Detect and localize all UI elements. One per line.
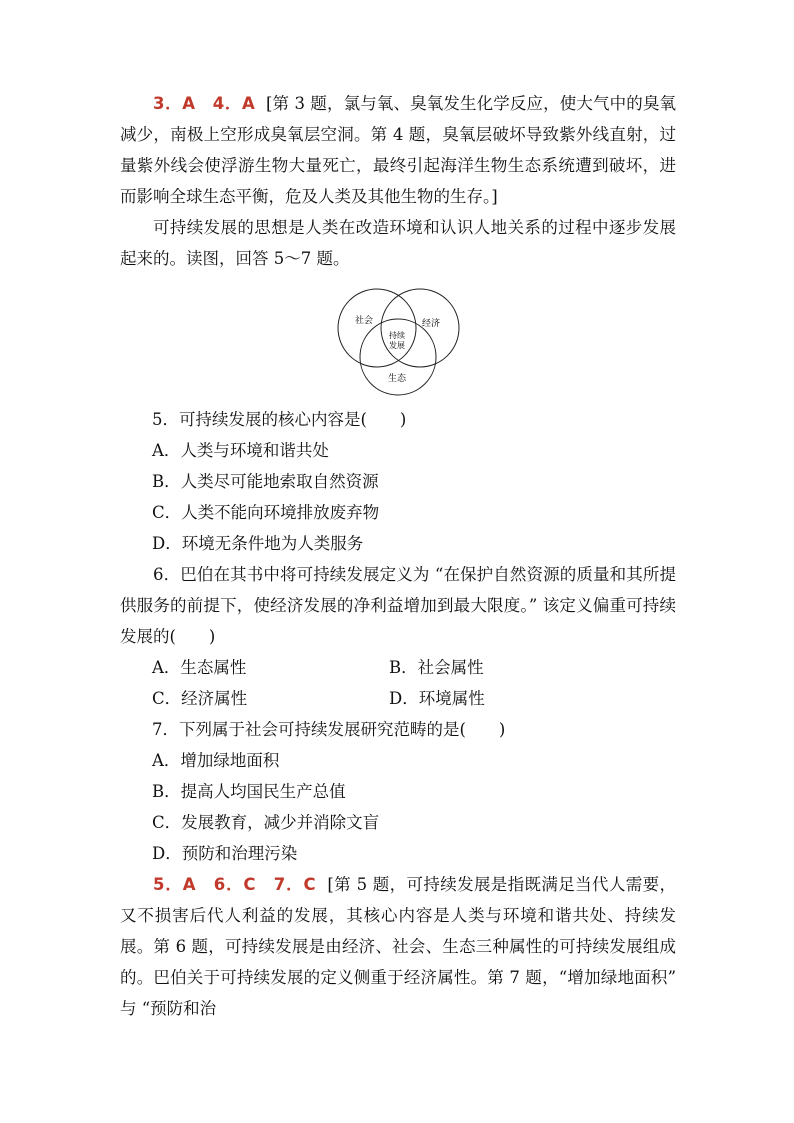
question-6-stem: 6．巴伯在其书中将可持续发展定义为 “在保护自然资源的质量和其所提供服务的前提下，使经济发展的净利益增加到最大限度。” 该定义偏重可持续发展的( ) xyxy=(120,565,676,646)
answer-key: 3．A 4．A xyxy=(153,94,256,113)
q5-option-d: D．环境无条件地为人类服务 xyxy=(152,534,364,553)
document-page xyxy=(120,88,676,1024)
label-center-2: 发展 xyxy=(389,341,405,350)
question-7-stem: 7．下列属于社会可持续发展研究范畴的是( ) xyxy=(152,720,506,739)
q5-option-c: C．人类不能向环境排放废弃物 xyxy=(152,503,380,522)
q6-options-row-1 xyxy=(120,652,676,683)
circle-economy xyxy=(381,289,459,367)
answer-block-3-4 xyxy=(120,88,676,212)
venn-diagram xyxy=(120,284,676,396)
q6-option-b: B．社会属性 xyxy=(389,658,484,677)
q5-option-b: B．人类尽可能地索取自然资源 xyxy=(152,472,379,491)
q6-option-c: C．经济属性 xyxy=(152,689,248,708)
label-center-1: 持续 xyxy=(389,331,405,340)
q6-options-row-2 xyxy=(120,683,676,714)
intro-paragraph: 可持续发展的思想是人类在改造环境和认识人地关系的过程中逐步发展起来的。读图，回答 5～7 题。 xyxy=(120,218,676,268)
label-ecology: 生态 xyxy=(388,374,407,384)
q5-option-a: A．人类与环境和谐共处 xyxy=(152,441,329,460)
q7-option-d: D．预防和治理污染 xyxy=(152,844,298,863)
explanation-text: [第 5 题，可持续发展是指既满足当代人需要，又不损害后代人利益的发展，其核心内容是人类与环境和谐共处、持续发展。第 6 题，可持续发展是由经济、社会、生态三种属性的可持续发展组成的。巴伯关于可持续发展的定义侧重于经济属性。第 7 题，“增加绿地面积” 与 “预防和治 xyxy=(120,875,676,1018)
answer-block-5-7 xyxy=(120,869,676,1024)
q7-option-c: C．发展教育，减少并消除文盲 xyxy=(152,813,380,832)
label-society: 社会 xyxy=(355,316,374,326)
label-economy: 经济 xyxy=(422,319,441,329)
answer-key: 5．A 6．C 7．C xyxy=(153,875,317,894)
circle-society xyxy=(338,289,416,367)
question-5-stem: 5．可持续发展的核心内容是( ) xyxy=(152,410,407,429)
explanation-text: [第 3 题，氯与氧、臭氧发生化学反应，使大气中的臭氧减少，南极上空形成臭氧层空洞。第 4 题，臭氧层破坏导致紫外线直射，过量紫外线会使浮游生物大量死亡，最终引起海洋生物生态系统遭到破坏，进而影响全球生态平衡，危及人类及其他生物的生存。] xyxy=(120,94,676,206)
q6-option-d: D．环境属性 xyxy=(389,689,485,708)
q6-option-a: A．生态属性 xyxy=(152,658,247,677)
q7-option-b: B．提高人均国民生产总值 xyxy=(152,782,346,801)
q7-option-a: A．增加绿地面积 xyxy=(152,751,280,770)
